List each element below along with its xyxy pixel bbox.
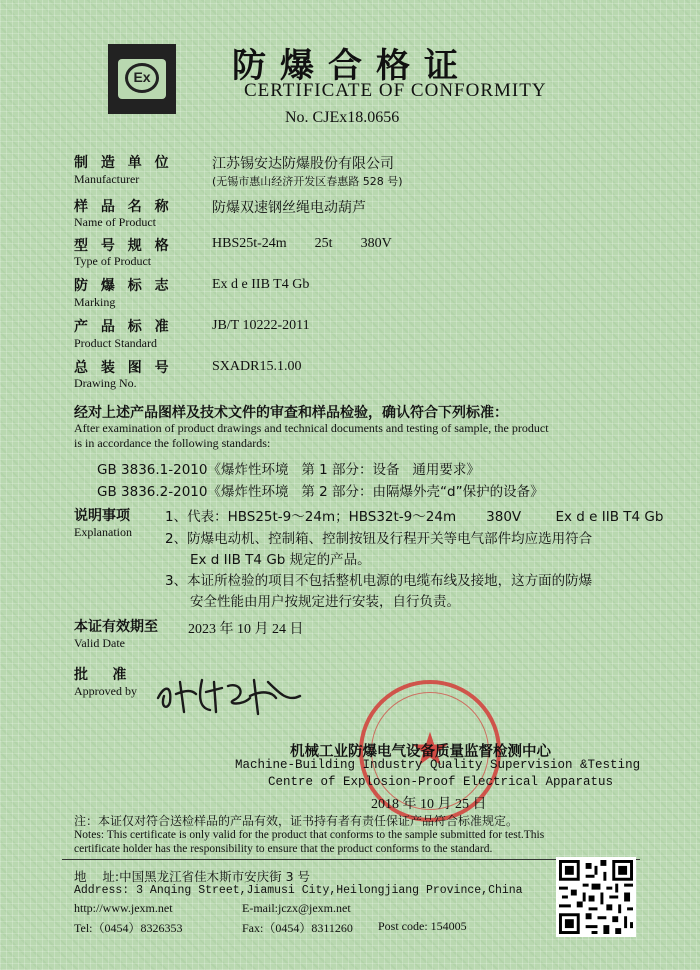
footer-divider	[62, 859, 640, 860]
marking-label-cn: 防 爆 标 志	[74, 278, 173, 294]
issuer-en-line2: Centre of Explosion-Proof Electrical Apparatus	[268, 775, 614, 789]
issuer-cn: 机械工业防爆电气设备质量监督检测中心	[290, 744, 551, 760]
ex-logo	[108, 44, 176, 114]
telephone: Tel:（0454）8326353	[74, 921, 183, 935]
type-label-cn: 型 号 规 格	[74, 238, 173, 254]
standard-label-cn: 产 品 标 准	[74, 319, 173, 335]
explanation-label-en: Explanation	[74, 525, 132, 539]
examination-en-line2: is in accordance the following standards:	[74, 436, 271, 450]
explanation-item-3a: 3、本证所检验的项目不包括整机电源的电缆布线及接地，这方面的防爆	[165, 573, 593, 589]
notes-en-line2: certificate holder has the responsibility to ensure that the product conforms to the standard.	[74, 843, 493, 855]
product-label-cn: 样 品 名 称	[74, 199, 173, 215]
explanation-item-3b: 安全性能由用户按规定进行安装，自行负责。	[190, 594, 460, 610]
address-en: Address: 3 Anqing Street,Jiamusi City,Heilongjiang Province,China	[74, 884, 523, 897]
product-value: 防爆双速钢丝绳电动葫芦	[212, 200, 366, 216]
address-cn: 地 址:中国黑龙江省佳木斯市安庆街 3 号	[74, 869, 311, 884]
examination-en-line1: After examination of product drawings and technical documents and testing of sample, the product	[74, 421, 549, 435]
approval-label-en: Approved by	[74, 684, 137, 698]
email: E-mail:jczx@jexm.net	[242, 901, 351, 915]
postcode: Post code: 154005	[378, 919, 467, 933]
explanation-label-cn: 说明事项	[74, 508, 130, 524]
approval-label-cn: 批 准	[74, 667, 127, 683]
marking-value: Ex d e IIB T4 Gb	[212, 277, 310, 292]
issuer-en-line1: Machine-Building Industry Quality Supervision &Testing	[235, 758, 641, 772]
validity-date: 2023 年 10 月 24 日	[188, 622, 304, 637]
validity-label-en: Valid Date	[74, 636, 125, 650]
certificate-number: No. CJEx18.0656	[285, 109, 400, 126]
standard-label-en: Product Standard	[74, 336, 157, 350]
title-cn: 防爆合格证	[232, 48, 472, 85]
notes-cn: 注：本证仅对符合送检样品的产品有效，证书持有者有责任保证产品符合标准规定。	[74, 814, 519, 828]
type-value: HBS25t-24m 25t 380V	[212, 236, 392, 251]
seal-star-icon: ★	[409, 722, 451, 776]
drawing-value: SXADR15.1.00	[212, 359, 302, 374]
standard-1: GB 3836.1-2010《爆炸性环境 第 1 部分：设备 通用要求》	[97, 462, 480, 478]
explanation-item-1: 1、代表：HBS25t-9～24m；HBS32t-9～24m 380V Ex d e IIB T4 Gb	[165, 509, 664, 525]
product-label-en: Name of Product	[74, 215, 156, 229]
type-label-en: Type of Product	[74, 254, 152, 268]
standard-value: JB/T 10222-2011	[212, 318, 310, 333]
title-en: CERTIFICATE OF CONFORMITY	[244, 80, 547, 101]
standard-2: GB 3836.2-2010《爆炸性环境 第 2 部分：由隔爆外壳“d”保护的设备》	[97, 484, 544, 500]
logo-text: Ex	[133, 69, 151, 85]
validity-label-cn: 本证有效期至	[74, 619, 158, 635]
fax: Fax:（0454）8311260	[242, 921, 353, 935]
handwritten-signature	[150, 668, 310, 718]
explanation-item-2b: Ex d IIB T4 Gb 规定的产品。	[190, 552, 371, 568]
manufacturer-label-cn: 制 造 单 位	[74, 155, 173, 171]
issue-date: 2018 年 10 月 25 日	[371, 797, 487, 812]
website: http://www.jexm.net	[74, 901, 173, 915]
notes-en-line1: Notes: This certificate is only valid for the product that conforms to the sample submitted for test.This	[74, 829, 545, 841]
qr-code-icon	[556, 857, 636, 937]
drawing-label-cn: 总 装 图 号	[74, 360, 173, 376]
examination-cn: 经对上述产品图样及技术文件的审查和样品检验，确认符合下列标准：	[74, 405, 508, 421]
manufacturer-value: 江苏锡安达防爆股份有限公司	[212, 156, 394, 172]
explanation-item-2a: 2、防爆电动机、控制箱、控制按钮及行程开关等电气部件均应选用符合	[165, 531, 593, 547]
marking-label-en: Marking	[74, 295, 116, 309]
drawing-label-en: Drawing No.	[74, 376, 137, 390]
manufacturer-address: (无锡市惠山经济开发区春惠路 528 号)	[212, 175, 403, 188]
manufacturer-label-en: Manufacturer	[74, 172, 140, 186]
